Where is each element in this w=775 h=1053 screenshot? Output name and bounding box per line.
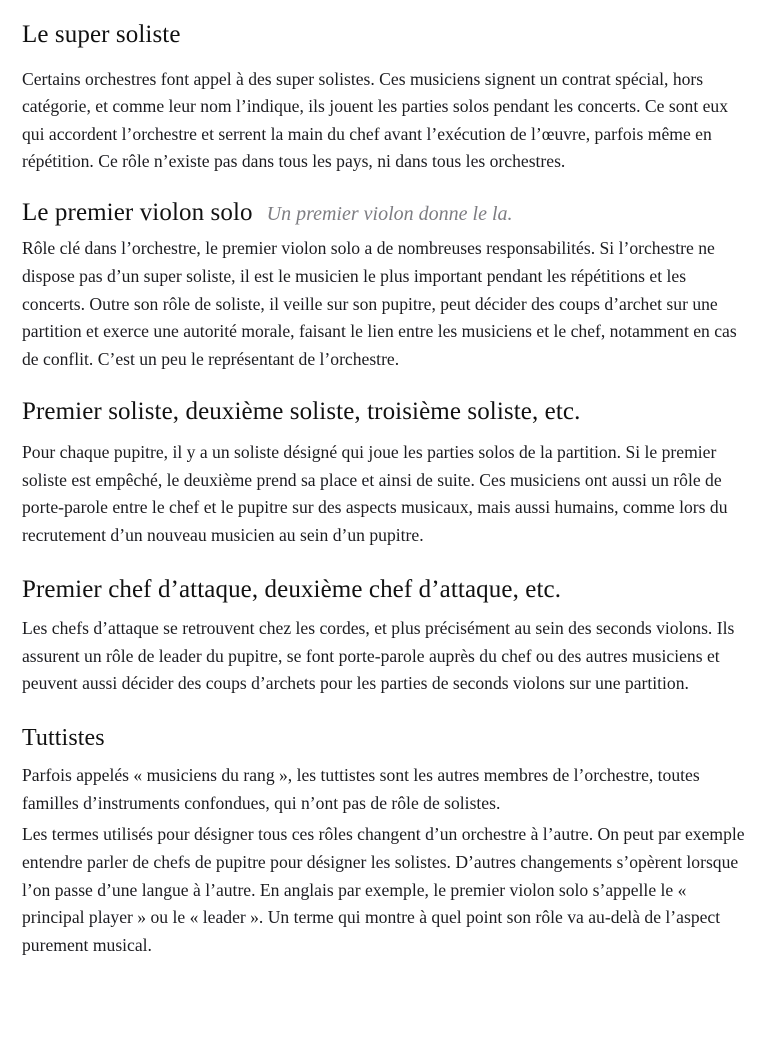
heading-row [22, 724, 749, 752]
section-premier-soliste [22, 397, 749, 549]
heading-row [22, 20, 749, 60]
section-heading: Premier chef d’attaque, deuxième chef d’attaque, etc. [22, 576, 562, 604]
closing-paragraph: Les termes utilisés pour désigner tous ces rôles changent d’un orchestre à l’autre. On peut par exemple entendre parler de chefs de pupitre pour désigner les solistes. D’autres changements s’opèrent lorsque l’on passe d’une langue à l’autre. En anglais par exemple, le premier violon solo s’appelle le « principal player » ou le « leader ». Un terme qui montre à quel point son rôle va au-delà de l’aspect purement musical. [22, 824, 745, 955]
section-paragraph: Pour chaque pupitre, il y a un soliste désigné qui joue les parties solos de la partition. Si le premier soliste est empêché, le deuxième prend sa place et ainsi de suite. Ces musiciens ont aussi un rôle de porte-parole entre le chef et le pupitre sur des aspects musicaux, mais aussi humains, comme lors du recrutement d’un nouveau musicien au sein d’un pupitre. [22, 441, 728, 545]
section-heading: Le super soliste [22, 21, 181, 48]
section-subheading: Un premier violon donne le la. [266, 202, 513, 225]
section-heading: Tuttistes [22, 724, 105, 751]
section-paragraph: Rôle clé dans l’orchestre, le premier violon solo a de nombreuses responsabilités. Si l’orchestre ne dispose pas d’un super soliste, il est le musicien le plus important pendant les répétitions et les concerts. Outre son rôle de soliste, il veille sur son pupitre, peut décider des coups d’archet sur une partition et exerce une autorité morale, faisant le lien entre les musiciens et le chef, notamment en cas de conflit. C’est un peu le représentant de l’orchestre. [22, 238, 737, 369]
heading-row [22, 397, 749, 427]
section-chef-attaque [22, 575, 749, 697]
section-paragraph: Certains orchestres font appel à des super solistes. Ces musiciens signent un contrat spécial, hors catégorie, et comme leur nom l’indique, ils jouent les parties solos pendant les concerts. Ce sont eux qui accordent l’orchestre et serrent la main du chef avant l’exécution de l’œuvre, parfois même en répétition. Ce rôle n’existe pas dans tous les pays, ni dans tous les orchestres. [22, 68, 729, 172]
section-super-soliste [22, 20, 749, 176]
section-heading: Le premier violon solo [22, 198, 253, 226]
heading-row [22, 575, 749, 605]
section-tuttistes [22, 724, 749, 960]
heading-row [22, 198, 749, 228]
section-paragraph: Les chefs d’attaque se retrouvent chez les cordes, et plus précisément au sein des seconds violons. Ils assurent un rôle de leader du pupitre, se font porte-parole auprès du chef ou des autres musiciens et peuvent aussi décider des coups d’archets pour les parties de seconds violons sur une partition. [22, 617, 735, 694]
section-paragraph: Parfois appelés « musiciens du rang », les tuttistes sont les autres membres de l’orchestre, toutes familles d’instruments confondues, qui n’ont pas de rôle de solistes. [22, 765, 700, 813]
section-premier-violon-solo [22, 198, 749, 374]
section-heading: Premier soliste, deuxième soliste, troisième soliste, etc. [22, 398, 581, 426]
